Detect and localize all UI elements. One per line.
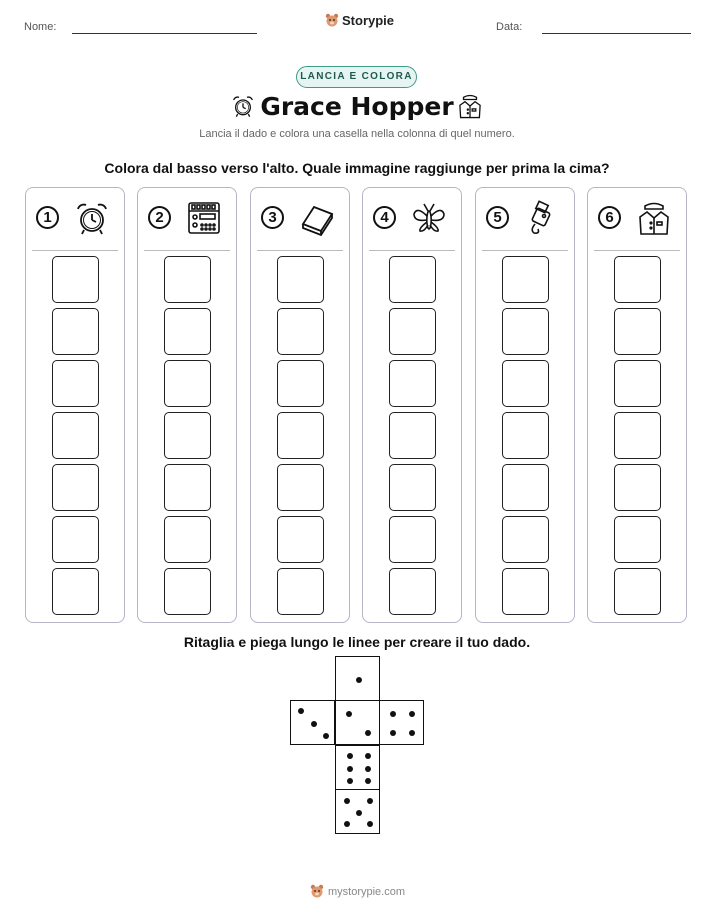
column-number: 4 (373, 206, 396, 229)
color-box[interactable] (52, 516, 99, 563)
column-number: 2 (148, 206, 171, 229)
name-label: Nome: (24, 21, 57, 33)
column-6 (587, 187, 687, 623)
moth-icon (411, 200, 447, 236)
color-box[interactable] (164, 412, 211, 459)
color-box[interactable] (164, 464, 211, 511)
color-box[interactable] (389, 360, 436, 407)
color-box[interactable] (502, 464, 549, 511)
navy-uniform-icon (636, 200, 672, 236)
date-line (542, 33, 691, 34)
die-pip (347, 778, 353, 784)
column-divider (144, 250, 230, 251)
instruction-text: Colora dal basso verso l'alto. Quale immagine raggiunge per prima la cima? (104, 160, 610, 176)
die-pip (367, 821, 373, 827)
column-divider (257, 250, 343, 251)
column-3 (250, 187, 350, 623)
color-box[interactable] (389, 308, 436, 355)
die-pip (347, 766, 353, 772)
color-box[interactable] (502, 256, 549, 303)
color-box[interactable] (389, 412, 436, 459)
column-divider (482, 250, 568, 251)
alarm-clock-icon (74, 200, 110, 236)
color-box[interactable] (52, 464, 99, 511)
usb-drive-icon (524, 200, 560, 236)
footer (310, 884, 405, 899)
die-pip (356, 677, 362, 683)
color-box[interactable] (277, 412, 324, 459)
color-box[interactable] (277, 308, 324, 355)
die-pip (390, 711, 396, 717)
color-box[interactable] (502, 516, 549, 563)
die-pip (344, 821, 350, 827)
color-box[interactable] (52, 360, 99, 407)
color-box[interactable] (389, 464, 436, 511)
die-pip (347, 753, 353, 759)
die-face-1 (335, 656, 380, 701)
die-pip (365, 778, 371, 784)
die-pip (356, 810, 362, 816)
color-box[interactable] (502, 360, 549, 407)
color-box[interactable] (52, 256, 99, 303)
die-pip (409, 730, 415, 736)
column-number: 6 (598, 206, 621, 229)
die-face-3 (290, 700, 335, 745)
column-divider (32, 250, 118, 251)
column-2 (137, 187, 237, 623)
page-title: Grace Hopper (260, 92, 454, 121)
color-box[interactable] (164, 308, 211, 355)
column-number: 5 (486, 206, 509, 229)
color-box[interactable] (52, 568, 99, 615)
color-box[interactable] (164, 360, 211, 407)
brand-name: Storypie (342, 13, 395, 28)
color-box[interactable] (164, 256, 211, 303)
color-box[interactable] (389, 256, 436, 303)
die-pip (346, 711, 352, 717)
die-face-5 (335, 789, 380, 834)
color-box[interactable] (277, 256, 324, 303)
color-box[interactable] (614, 464, 661, 511)
color-box[interactable] (277, 516, 324, 563)
column-number: 1 (36, 206, 59, 229)
color-box[interactable] (502, 568, 549, 615)
die-pip (323, 733, 329, 739)
color-box[interactable] (389, 516, 436, 563)
column-number: 3 (261, 206, 284, 229)
column-divider (369, 250, 455, 251)
brand-logo (325, 13, 394, 28)
color-box[interactable] (502, 308, 549, 355)
date-label: Data: (496, 21, 523, 33)
bear-icon (310, 884, 324, 899)
color-box[interactable] (277, 568, 324, 615)
die-face-4 (379, 700, 424, 745)
die-pip (365, 730, 371, 736)
color-box[interactable] (164, 568, 211, 615)
bear-icon (325, 13, 339, 28)
die-pip (365, 766, 371, 772)
color-box[interactable] (52, 412, 99, 459)
color-box[interactable] (52, 308, 99, 355)
color-box[interactable] (614, 412, 661, 459)
die-pip (367, 798, 373, 804)
die-pip (298, 708, 304, 714)
die-pip (365, 753, 371, 759)
color-box[interactable] (614, 360, 661, 407)
die-pip (344, 798, 350, 804)
color-box[interactable] (502, 412, 549, 459)
color-box[interactable] (614, 568, 661, 615)
name-line (72, 33, 257, 34)
column-5 (475, 187, 575, 623)
navy-uniform-icon (457, 92, 483, 120)
column-divider (594, 250, 680, 251)
color-box[interactable] (277, 464, 324, 511)
die-pip (390, 730, 396, 736)
color-box[interactable] (389, 568, 436, 615)
color-box[interactable] (164, 516, 211, 563)
column-1 (25, 187, 125, 623)
color-box[interactable] (614, 256, 661, 303)
column-4 (362, 187, 462, 623)
die-pip (409, 711, 415, 717)
color-box[interactable] (614, 516, 661, 563)
footer-url: mystorypie.com (328, 885, 406, 898)
cut-instruction: Ritaglia e piega lungo le linee per creare il tuo dado. (183, 634, 531, 650)
computer-panel-icon (186, 200, 222, 236)
book-icon (299, 200, 335, 236)
die-pip (311, 721, 317, 727)
subtitle: Lancia il dado e colora una casella nella colonna di quel numero. (199, 128, 515, 140)
die-face-2 (335, 700, 380, 745)
die-face-6 (335, 745, 380, 790)
color-box[interactable] (277, 360, 324, 407)
color-box[interactable] (614, 308, 661, 355)
activity-badge: LANCIA E COLORA (296, 66, 417, 88)
